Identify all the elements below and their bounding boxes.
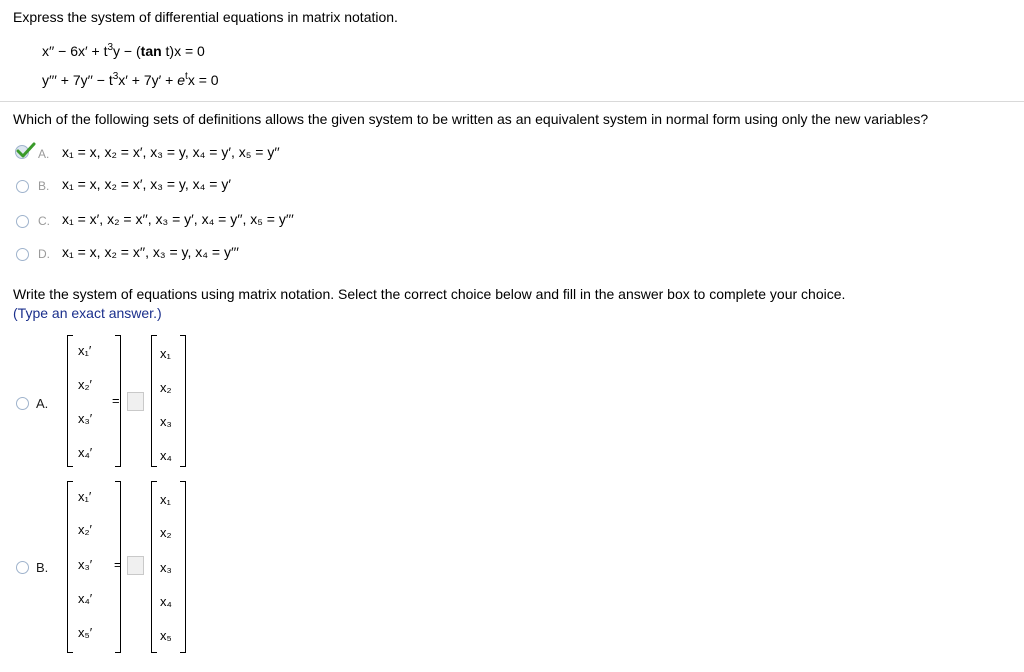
matrix-option-a-radio[interactable]: [16, 397, 29, 410]
checkmark-icon: [14, 142, 36, 160]
option-b-radio[interactable]: [16, 180, 29, 193]
option-c-text[interactable]: x₁ = x′, x₂ = x′′, x₃ = y′, x₄ = y′′, x₅ = y′′′: [62, 211, 294, 227]
matrix-option-a-letter: A.: [36, 396, 49, 411]
matrix-a-lhs-item: x₁′: [78, 343, 92, 358]
eq1-part-a: x′′ − 6x′ + t: [42, 43, 108, 59]
matrix-b-lhs-item: x₃′: [78, 557, 93, 572]
eq2-e: e: [177, 72, 186, 88]
equation-2: [42, 72, 219, 88]
matrix-option-b-radio[interactable]: [16, 561, 29, 574]
divider: [0, 101, 1024, 102]
option-c-radio[interactable]: [16, 215, 29, 228]
matrix-b-rhs-bracket-left: [151, 481, 157, 653]
matrix-b-rhs-bracket-right: [180, 481, 186, 653]
matrix-b-answer-box[interactable]: [127, 556, 144, 575]
matrix-b-rhs-item: x₁: [160, 492, 171, 507]
matrix-a-lhs-item: x₄′: [78, 445, 93, 460]
matrix-a-rhs-item: x₃: [160, 414, 172, 429]
eq1-part-d: t)x = 0: [161, 43, 205, 59]
matrix-a-answer-box[interactable]: [127, 392, 144, 411]
option-d-letter: D.: [38, 247, 50, 261]
matrix-a-rhs-item: x₁: [160, 346, 171, 361]
matrix-b-rhs-item: x₅: [160, 628, 172, 643]
matrix-a-lhs-bracket-left: [67, 335, 73, 467]
part2-question: Write the system of equations using matrix notation. Select the correct choice below and fill in the answer box to complete your choice.: [13, 286, 846, 302]
eq2-exponent: 3: [112, 71, 119, 82]
matrix-b-equals: =: [114, 557, 122, 572]
eq1-exponent: 3: [107, 42, 114, 53]
matrix-a-rhs-bracket-left: [151, 335, 157, 467]
option-c-letter: C.: [38, 214, 50, 228]
option-b-letter: B.: [38, 179, 50, 193]
matrix-b-lhs-item: x₂′: [78, 522, 92, 537]
matrix-a-rhs-item: x₄: [160, 448, 172, 463]
matrix-b-rhs-item: x₃: [160, 560, 172, 575]
eq2-part-c: x = 0: [187, 72, 219, 88]
matrix-option-b-letter: B.: [36, 560, 49, 575]
matrix-b-lhs-item: x₁′: [78, 489, 92, 504]
part2-hint: (Type an exact answer.): [13, 305, 162, 321]
eq2-part-b: x′ + 7y′ +: [118, 72, 178, 88]
equation-1: [42, 43, 205, 59]
eq1-part-b: y − (: [113, 43, 141, 59]
option-d-radio[interactable]: [16, 248, 29, 261]
option-d-text[interactable]: x₁ = x, x₂ = x′′, x₃ = y, x₄ = y′′′: [62, 244, 239, 260]
matrix-a-rhs-item: x₂: [160, 380, 172, 395]
option-a-text[interactable]: x₁ = x, x₂ = x′, x₃ = y, x₄ = y′, x₅ = y′′: [62, 144, 280, 160]
matrix-b-lhs-bracket-left: [67, 481, 73, 653]
option-a-letter: A.: [38, 147, 50, 161]
eq2-exponent-2: t: [185, 71, 188, 82]
option-b-text[interactable]: x₁ = x, x₂ = x′, x₃ = y, x₄ = y′: [62, 176, 231, 192]
eq1-tan: tan: [140, 43, 162, 59]
matrix-b-rhs-item: x₄: [160, 594, 172, 609]
matrix-b-rhs-item: x₂: [160, 525, 172, 540]
eq2-part-a: y′′′ + 7y′′ − t: [42, 72, 113, 88]
matrix-a-lhs-item: x₂′: [78, 377, 92, 392]
matrix-b-lhs-item: x₅′: [78, 625, 93, 640]
matrix-a-rhs-bracket-right: [180, 335, 186, 467]
matrix-a-lhs-item: x₃′: [78, 411, 93, 426]
part1-question: Which of the following sets of definitions allows the given system to be written as an equivalent system in normal form using only the new variables?: [13, 111, 929, 127]
matrix-a-equals: =: [112, 393, 120, 408]
problem-prompt: Express the system of differential equations in matrix notation.: [13, 9, 398, 25]
matrix-b-lhs-item: x₄′: [78, 591, 93, 606]
